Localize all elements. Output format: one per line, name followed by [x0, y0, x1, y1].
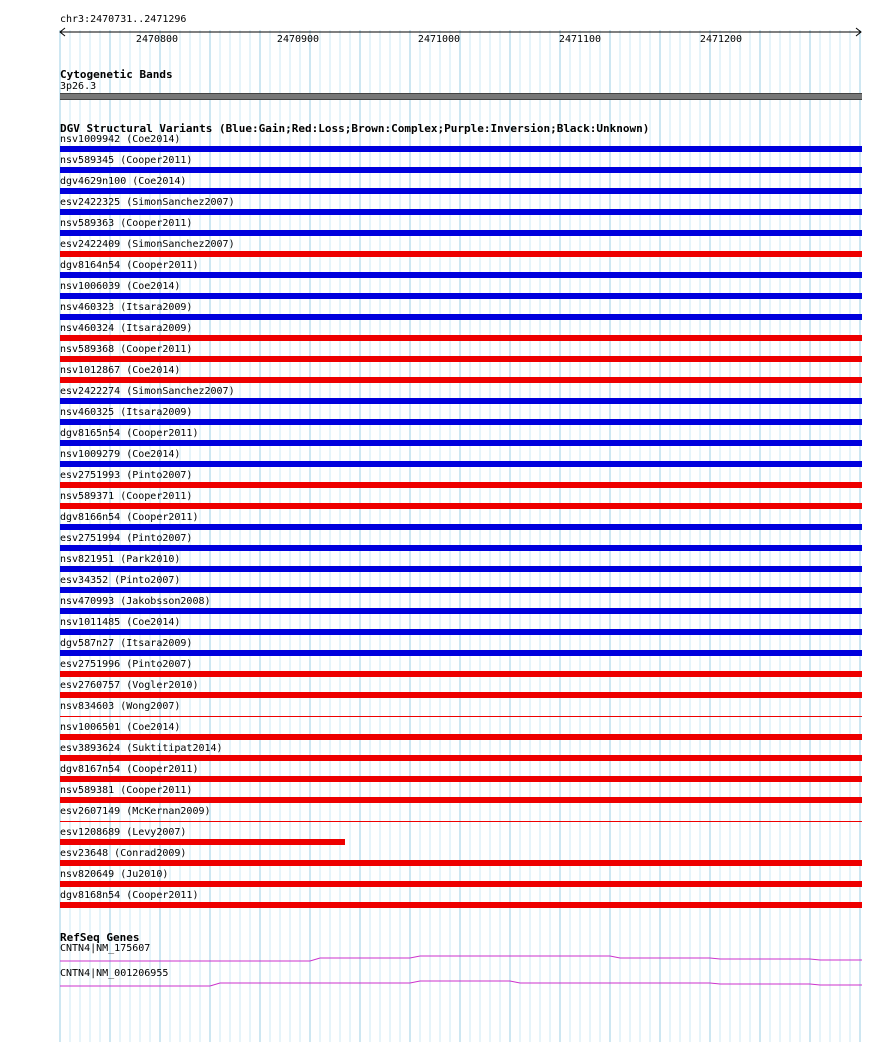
dgv-variant-label: nsv1012867 (Coe2014)	[60, 365, 181, 376]
dgv-variant-label: esv2751994 (Pinto2007)	[60, 533, 193, 544]
dgv-variant-row[interactable]	[0, 869, 890, 890]
dgv-loss-bar[interactable]	[60, 671, 862, 677]
dgv-loss-bar[interactable]	[60, 860, 862, 866]
dgv-variant-label: dgv8167n54 (Cooper2011)	[60, 764, 199, 775]
dgv-variant-label: esv3893624 (Suktitipat2014)	[60, 743, 223, 754]
dgv-variant-label: esv2760757 (Vogler2010)	[60, 680, 199, 691]
dgv-variant-row[interactable]	[0, 743, 890, 764]
dgv-variant-label: esv34352 (Pinto2007)	[60, 575, 181, 586]
dgv-gain-bar[interactable]	[60, 272, 862, 278]
dgv-gain-bar[interactable]	[60, 188, 862, 194]
dgv-gain-bar[interactable]	[60, 314, 862, 320]
dgv-variant-row[interactable]	[0, 407, 890, 428]
dgv-variant-label: nsv834603 (Wong2007)	[60, 701, 181, 712]
dgv-gain-bar[interactable]	[60, 167, 862, 173]
dgv-gain-bar[interactable]	[60, 650, 862, 656]
dgv-gain-bar[interactable]	[60, 629, 862, 635]
dgv-variant-label: nsv820649 (Ju2010)	[60, 869, 169, 880]
dgv-variant-row[interactable]	[0, 533, 890, 554]
dgv-variant-label: esv2422325 (SimonSanchez2007)	[60, 197, 235, 208]
dgv-variant-row[interactable]	[0, 512, 890, 533]
dgv-variant-label: nsv589381 (Cooper2011)	[60, 785, 193, 796]
dgv-variant-row[interactable]	[0, 659, 890, 680]
dgv-loss-bar[interactable]	[60, 734, 862, 740]
dgv-variant-row[interactable]	[0, 617, 890, 638]
dgv-variant-label: nsv1009942 (Coe2014)	[60, 134, 181, 145]
dgv-loss-bar[interactable]	[60, 839, 345, 845]
dgv-variant-row[interactable]	[0, 176, 890, 197]
dgv-variant-label: nsv460325 (Itsara2009)	[60, 407, 193, 418]
dgv-variant-row[interactable]	[0, 281, 890, 302]
dgv-loss-bar[interactable]	[60, 776, 862, 782]
cytoband-bar[interactable]	[60, 93, 862, 100]
dgv-variant-row[interactable]	[0, 323, 890, 344]
dgv-variant-row[interactable]	[0, 302, 890, 323]
refseq-track-title[interactable]: RefSeq Genes	[60, 931, 140, 944]
dgv-gain-bar[interactable]	[60, 545, 862, 551]
dgv-loss-bar[interactable]	[60, 692, 862, 698]
dgv-gain-bar[interactable]	[60, 587, 862, 593]
dgv-variant-row[interactable]	[0, 806, 890, 827]
dgv-variant-row[interactable]	[0, 890, 890, 911]
cytoband-label: 3p26.3	[60, 81, 97, 92]
dgv-variant-row[interactable]	[0, 554, 890, 575]
dgv-variant-row[interactable]	[0, 680, 890, 701]
dgv-variant-label: dgv8164n54 (Cooper2011)	[60, 260, 199, 271]
dgv-gain-bar[interactable]	[60, 398, 862, 404]
dgv-variant-label: nsv470993 (Jakobsson2008)	[60, 596, 211, 607]
dgv-variant-label: esv2422274 (SimonSanchez2007)	[60, 386, 235, 397]
dgv-variant-row[interactable]	[0, 491, 890, 512]
dgv-variant-row[interactable]	[0, 638, 890, 659]
dgv-variant-label: nsv460323 (Itsara2009)	[60, 302, 193, 313]
dgv-variant-row[interactable]	[0, 575, 890, 596]
dgv-variant-label: esv2751993 (Pinto2007)	[60, 470, 193, 481]
dgv-variant-row[interactable]	[0, 848, 890, 869]
dgv-gain-bar[interactable]	[60, 461, 862, 467]
dgv-variant-label: esv2607149 (McKernan2009)	[60, 806, 211, 817]
dgv-loss-bar[interactable]	[60, 356, 862, 362]
dgv-variant-label: esv2751996 (Pinto2007)	[60, 659, 193, 670]
dgv-variant-label: nsv589345 (Cooper2011)	[60, 155, 193, 166]
dgv-variant-row[interactable]	[0, 155, 890, 176]
dgv-variant-row[interactable]	[0, 134, 890, 155]
dgv-variant-label: nsv1009279 (Coe2014)	[60, 449, 181, 460]
dgv-variant-row[interactable]	[0, 239, 890, 260]
dgv-variant-label: esv23648 (Conrad2009)	[60, 848, 187, 859]
dgv-variant-label: dgv4629n100 (Coe2014)	[60, 176, 187, 187]
dgv-variant-row[interactable]	[0, 764, 890, 785]
ruler-tick-label: 2471200	[699, 34, 743, 45]
ruler-tick-label: 2471100	[558, 34, 602, 45]
dgv-variant-row[interactable]	[0, 428, 890, 449]
dgv-loss-bar[interactable]	[60, 503, 862, 509]
dgv-variant-row[interactable]	[0, 365, 890, 386]
dgv-loss-bar[interactable]	[60, 755, 862, 761]
dgv-gain-bar[interactable]	[60, 293, 862, 299]
dgv-variant-label: dgv8165n54 (Cooper2011)	[60, 428, 199, 439]
dgv-gain-bar[interactable]	[60, 230, 862, 236]
dgv-gain-bar[interactable]	[60, 608, 862, 614]
gene-model[interactable]	[60, 953, 862, 965]
dgv-variant-row[interactable]	[0, 785, 890, 806]
dgv-variant-label: esv2422409 (SimonSanchez2007)	[60, 239, 235, 250]
dgv-variant-row[interactable]	[0, 701, 890, 722]
cytoband-track-title[interactable]: Cytogenetic Bands	[60, 68, 173, 81]
dgv-loss-bar[interactable]	[60, 251, 862, 257]
dgv-loss-bar[interactable]	[60, 716, 862, 717]
ruler-tick-label: 2470900	[276, 34, 320, 45]
dgv-variant-label: nsv589363 (Cooper2011)	[60, 218, 193, 229]
ruler-tick-label: 2471000	[417, 34, 461, 45]
dgv-gain-bar[interactable]	[60, 524, 862, 530]
dgv-gain-bar[interactable]	[60, 146, 862, 152]
dgv-variant-row[interactable]	[0, 827, 890, 848]
dgv-variant-label: nsv1006501 (Coe2014)	[60, 722, 181, 733]
dgv-variant-label: esv1208689 (Levy2007)	[60, 827, 187, 838]
dgv-loss-bar[interactable]	[60, 881, 862, 887]
dgv-variant-row[interactable]	[0, 386, 890, 407]
dgv-variant-row[interactable]	[0, 596, 890, 617]
dgv-variant-label: nsv1006039 (Coe2014)	[60, 281, 181, 292]
dgv-loss-bar[interactable]	[60, 482, 862, 488]
dgv-gain-bar[interactable]	[60, 440, 862, 446]
dgv-variant-label: nsv589368 (Cooper2011)	[60, 344, 193, 355]
gene-model[interactable]	[60, 978, 862, 990]
dgv-variant-label: dgv8166n54 (Cooper2011)	[60, 512, 199, 523]
dgv-variant-label: nsv1011485 (Coe2014)	[60, 617, 181, 628]
dgv-variant-row[interactable]	[0, 218, 890, 239]
dgv-variant-row[interactable]	[0, 260, 890, 281]
dgv-loss-bar[interactable]	[60, 377, 862, 383]
ruler-axis	[58, 26, 864, 38]
dgv-variant-label: dgv8168n54 (Cooper2011)	[60, 890, 199, 901]
region-coordinates: chr3:2470731..2471296	[60, 14, 187, 25]
dgv-loss-bar[interactable]	[60, 335, 862, 341]
dgv-variant-label: nsv460324 (Itsara2009)	[60, 323, 193, 334]
dgv-gain-bar[interactable]	[60, 566, 862, 572]
dgv-variant-row[interactable]	[0, 449, 890, 470]
dgv-loss-bar[interactable]	[60, 821, 862, 822]
dgv-variant-label: dgv587n27 (Itsara2009)	[60, 638, 193, 649]
dgv-variant-row[interactable]	[0, 197, 890, 218]
dgv-loss-bar[interactable]	[60, 902, 862, 908]
dgv-gain-bar[interactable]	[60, 419, 862, 425]
dgv-variant-row[interactable]	[0, 470, 890, 491]
dgv-variant-row[interactable]	[0, 722, 890, 743]
dgv-loss-bar[interactable]	[60, 797, 862, 803]
gene-label[interactable]: CNTN4|NM_001206955	[60, 968, 169, 979]
dgv-variant-label: nsv589371 (Cooper2011)	[60, 491, 193, 502]
dgv-variant-row[interactable]	[0, 344, 890, 365]
dgv-track-title[interactable]: DGV Structural Variants (Blue:Gain;Red:Loss;Brown:Complex;Purple:Inversion;Black:Unknown)	[60, 122, 650, 135]
gene-label[interactable]: CNTN4|NM_175607	[60, 943, 151, 954]
ruler-tick-label: 2470800	[135, 34, 179, 45]
dgv-variant-label: nsv821951 (Park2010)	[60, 554, 181, 565]
dgv-gain-bar[interactable]	[60, 209, 862, 215]
